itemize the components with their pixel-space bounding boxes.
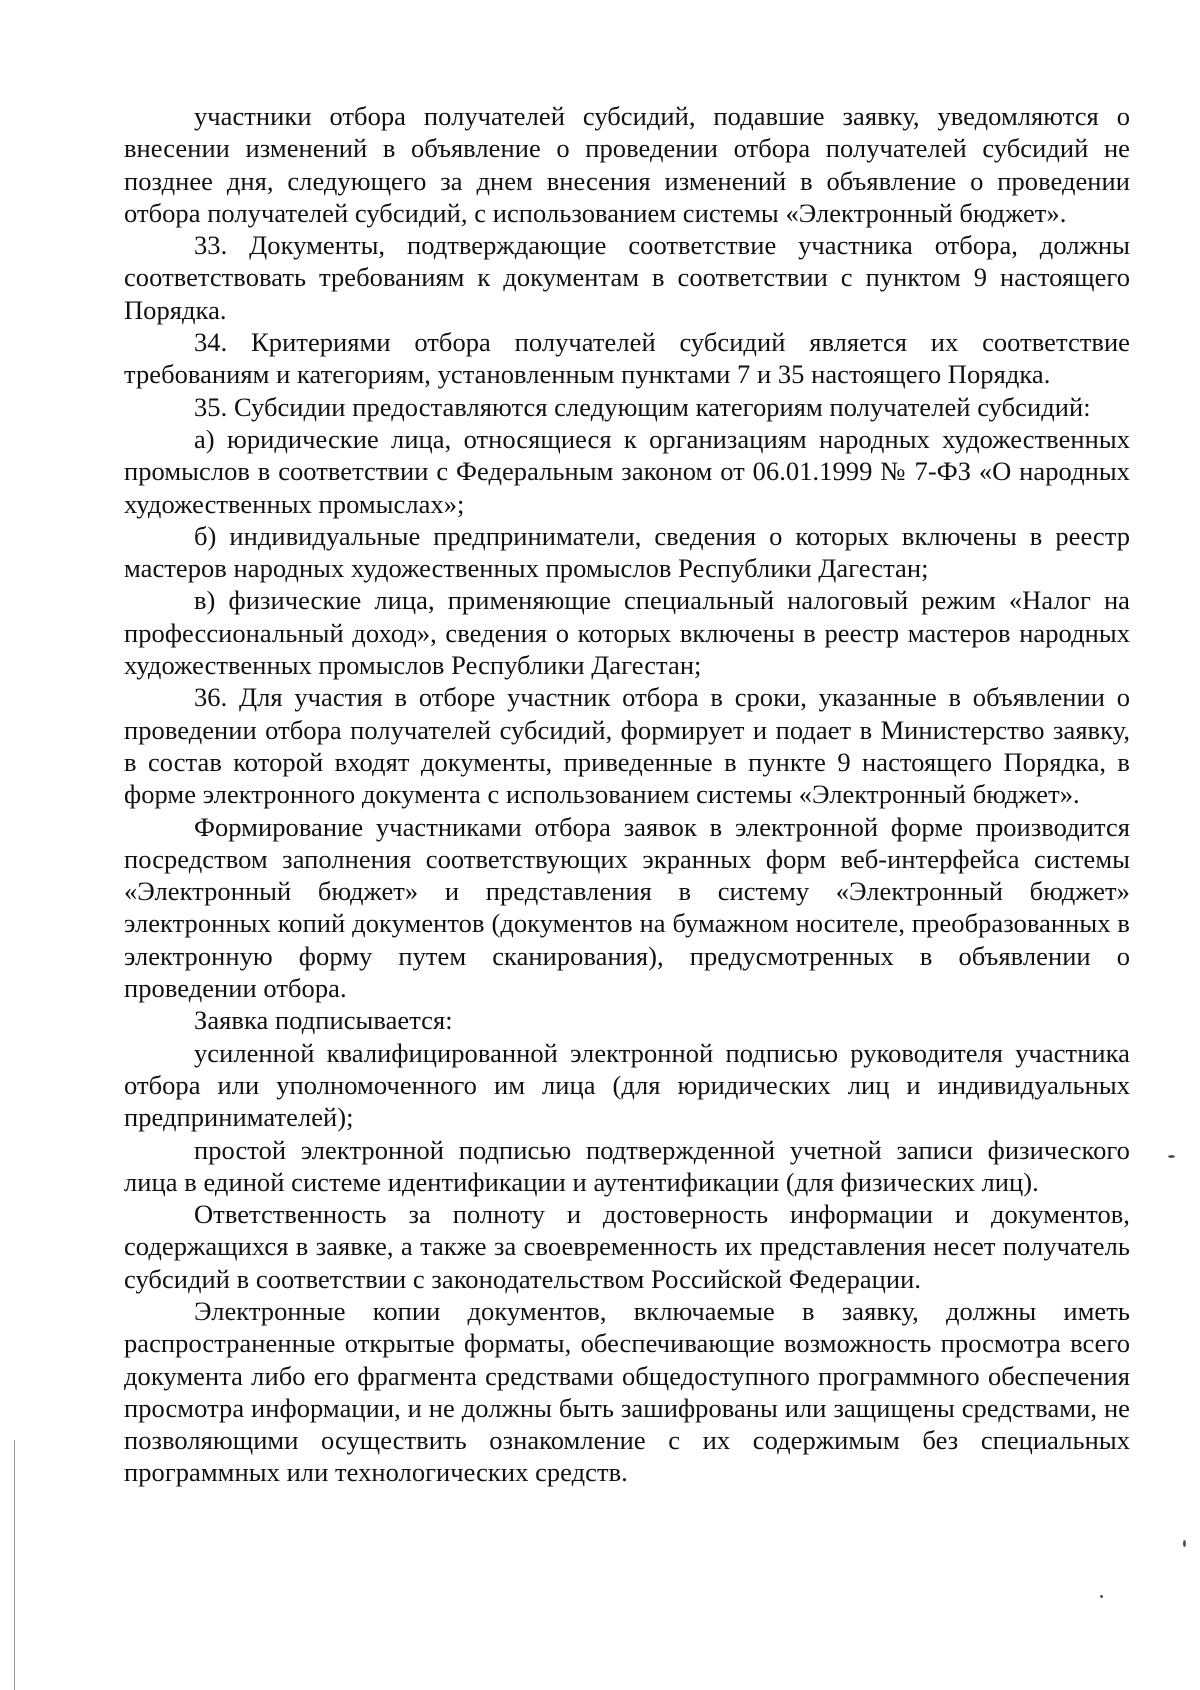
paragraph-electronic-copies: Электронные копии документов, включаемые в заявку, должны иметь распространенные открытые форматы, обеспечивающие возможность просмотра всего документа либо его фрагмента средствами общедоступного программного обеспечения просмотра информации, и не должны быть зашифрованы или защищены средствами, не позволяющими осуществить ознакомление с их содержимым без специальных программных или технологических средств. [124, 1295, 1130, 1488]
document-body [124, 100, 1130, 1489]
scan-speck [1183, 1540, 1186, 1547]
paragraph-34: 34. Критериями отбора получателей субсидий является их соответствие требованиям и категориям, установленным пунктами 7 и 35 настоящего Порядка. [124, 327, 1130, 390]
paragraph-responsibility: Ответственность за полноту и достоверность информации и документов, содержащихся в заявке, а также за своевременность их представления несет получатель субсидий в соответствии с законодательством Российской Федерации. [124, 1199, 1130, 1294]
paragraph-35-v: в) физические лица, применяющие специальный налоговый режим «Налог на профессиональный доход», сведения о которых включены в реестр мастеров народных художественных промыслов Республики Дагестан; [124, 585, 1130, 681]
paragraph-35-b: б) индивидуальные предприниматели, сведения о которых включены в реестр мастеров народных художественных промыслов Республики Дагестан; [124, 520, 1130, 584]
scan-edge-line [14, 1440, 15, 1690]
paragraph-qualified-signature: усиленной квалифицированной электронной подписью руководителя участника отбора или уполномоченного им лица (для юридических лиц и индивидуальных предпринимателей); [124, 1037, 1130, 1133]
scan-speck [1100, 1595, 1103, 1598]
paragraph-36: 36. Для участия в отборе участник отбора в сроки, указанные в объявлении о проведении отбора получателей субсидий, формирует и подает в Министерство заявку, в состав которой входят документы, приведенные в пункте 9 настоящего Порядка, в форме электронного документа с использованием системы «Электронный бюджет». [124, 682, 1130, 810]
scan-speck [1168, 1155, 1175, 1158]
paragraph-simple-signature: простой электронной подписью подтвержденной учетной записи физического лица в единой системе идентификации и аутентификации (для физических лиц). [124, 1134, 1130, 1197]
paragraph-forming: Формирование участниками отбора заявок в электронной форме производится посредством заполнения соответствующих экранных форм веб-интерфейса системы «Электронный бюджет» и представления в систему «Электронный бюджет» электронных копий документов (документов на бумажном носителе, преобразованных в электронную форму путем сканирования), предусмотренных в объявлении о проведении отбора. [124, 811, 1130, 1004]
paragraph-35: 35. Субсидии предоставляются следующим категориям получателей субсидий: [194, 391, 1091, 422]
paragraph-notification: участники отбора получателей субсидий, подавшие заявку, уведомляются о внесении изменений в объявление о проведении отбора получателей субсидий не позднее дня, следующего за днем внесения изменений в объявление о проведении отбора получателей субсидий, с использованием системы «Электронный бюджет». [124, 101, 1130, 228]
paragraph-35-a: а) юридические лица, относящиеся к организациям народных художественных промыслов в соответствии с Федеральным законом от 06.01.1999 № 7-ФЗ «О народных художественных промыслах»; [124, 423, 1130, 519]
paragraph-33: 33. Документы, подтверждающие соответствие участника отбора, должны соответствовать требованиям к документам в соответствии с пунктом 9 настоящего Порядка. [124, 230, 1130, 325]
paragraph-signing: Заявка подписывается: [194, 1005, 453, 1036]
